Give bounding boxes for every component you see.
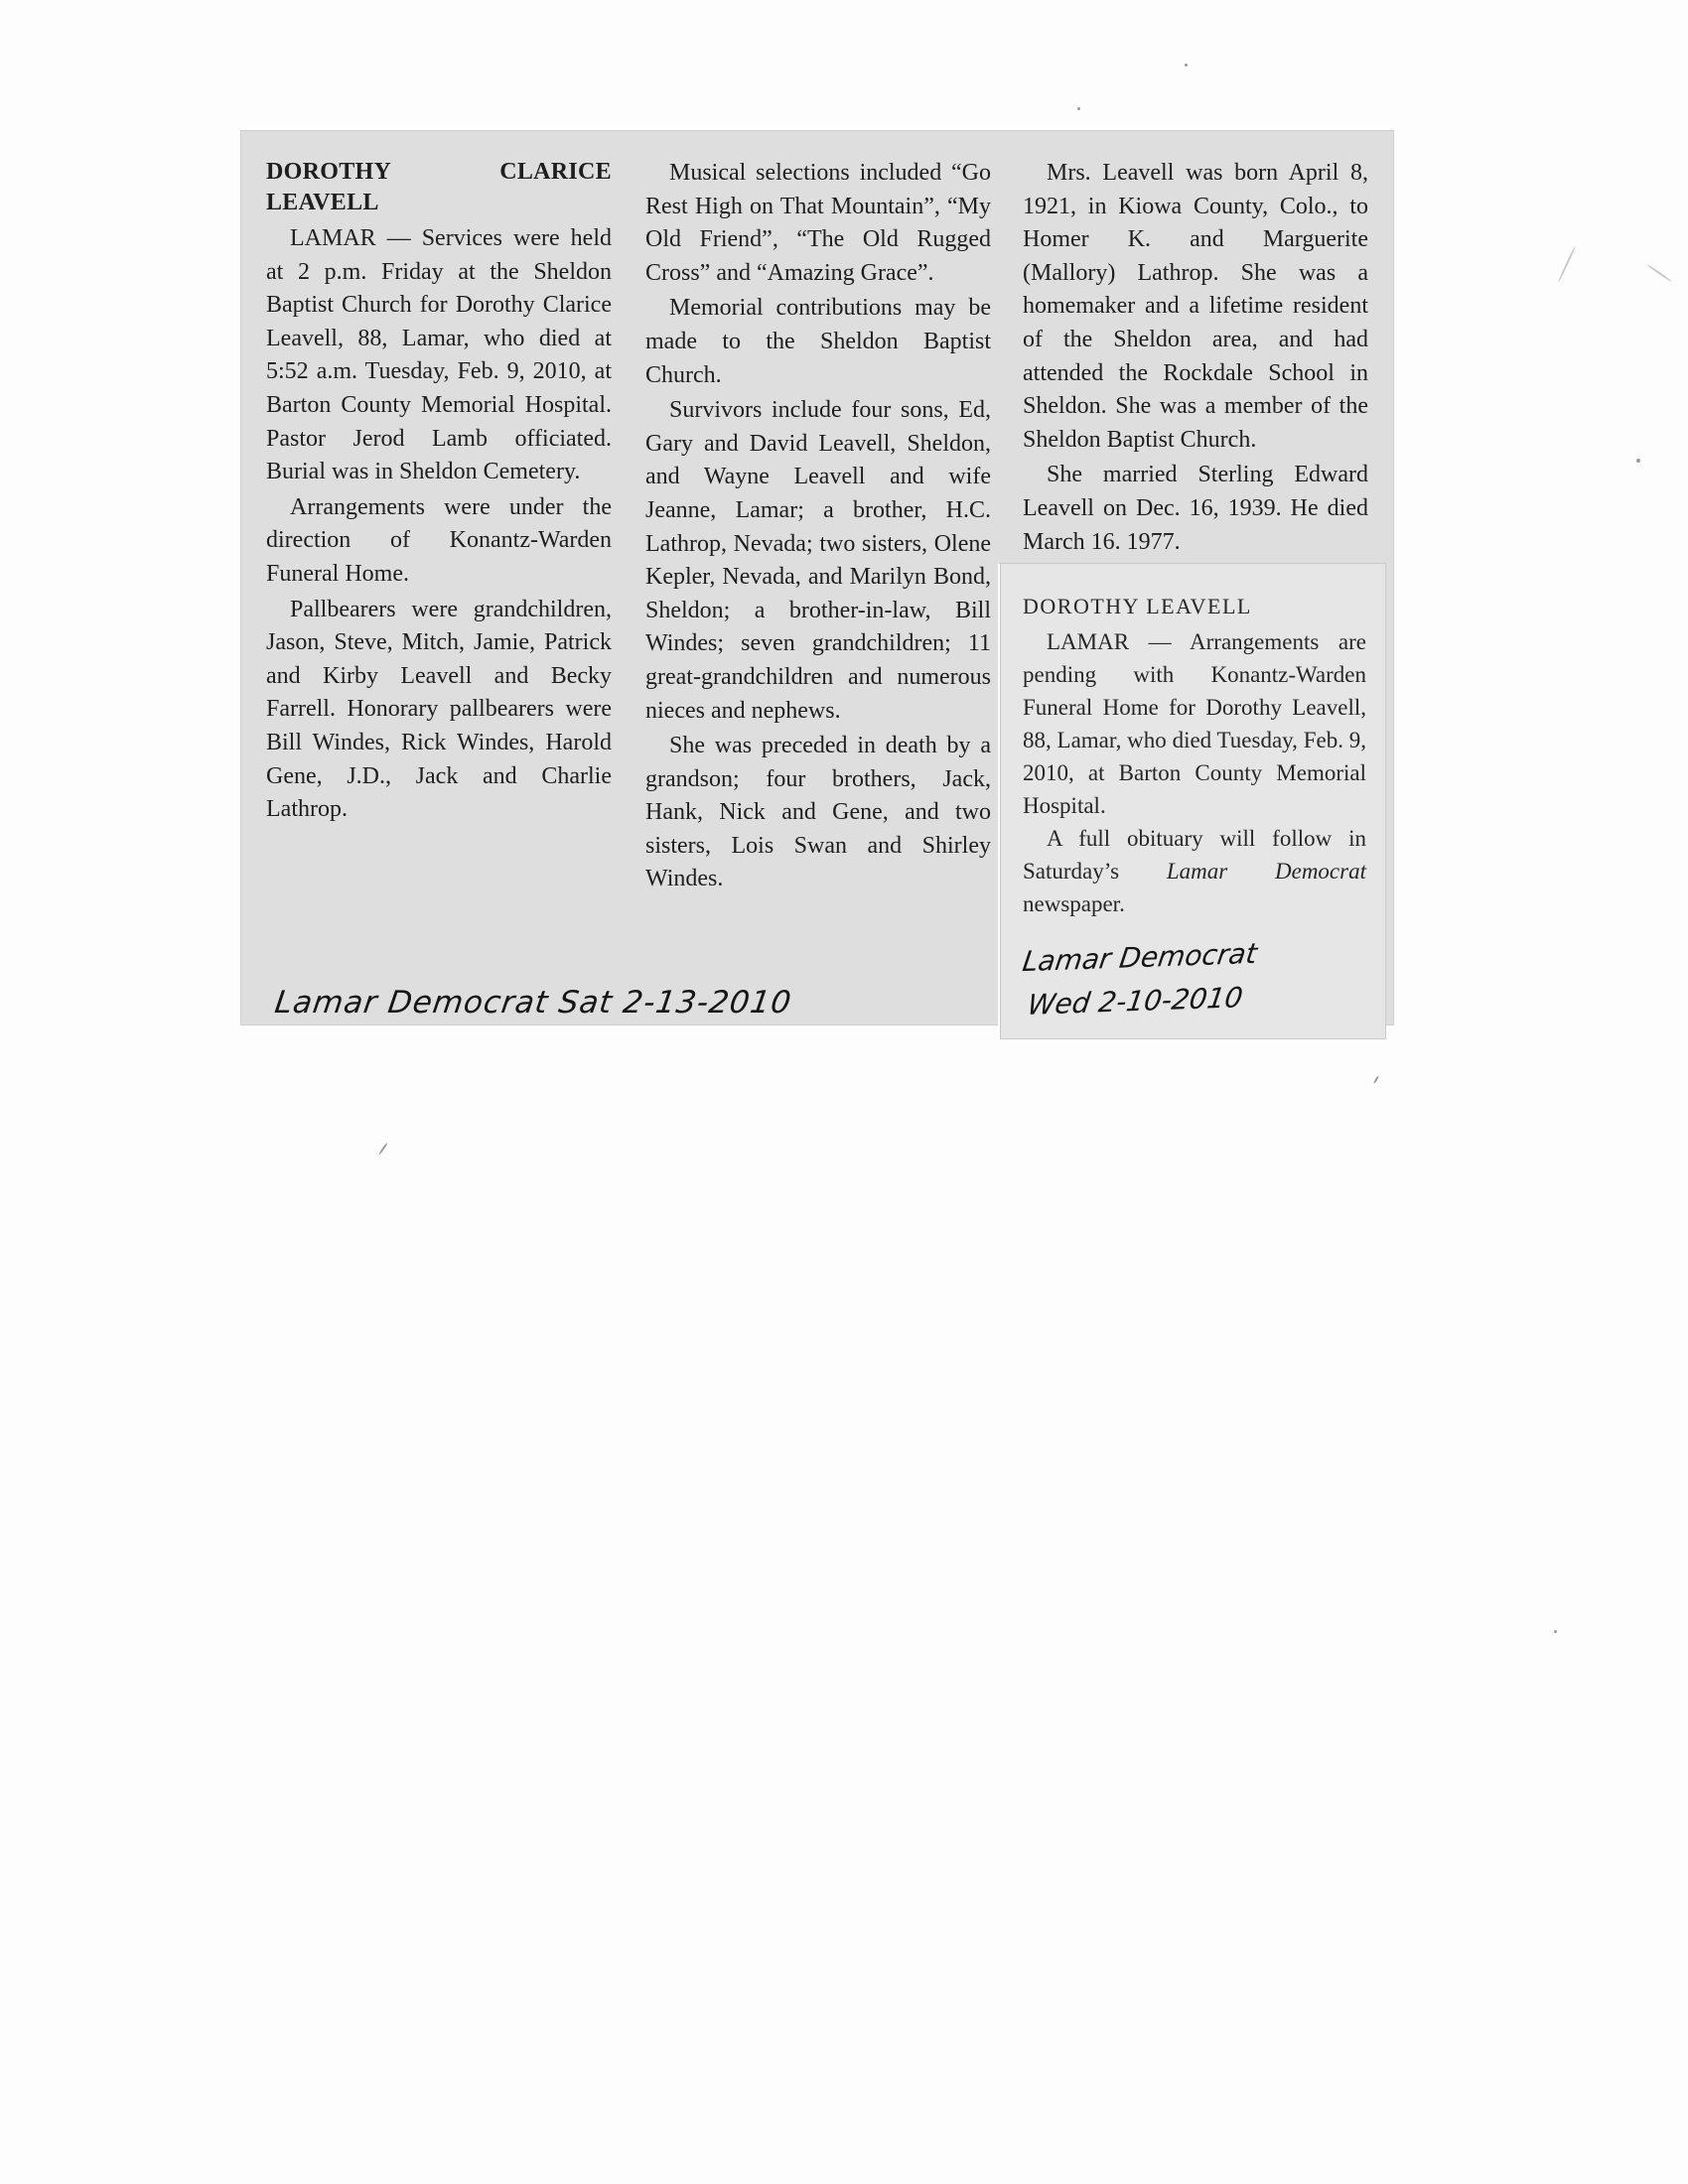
headline-line-1: DOROTHY CLARICE [266,159,612,185]
scan-speck [1373,1075,1379,1084]
handwritten-source-note-short-line-1: Lamar Democrat [1020,936,1260,979]
short-notice-tail-text: newspaper. [1023,891,1125,916]
scan-speck [1636,459,1640,463]
short-notice-paragraph-2 [1023,822,1366,920]
obituary-paragraph-survivors: Survivors include four sons, Ed, Gary and David Leavell, Sheldon, and Wayne Leavell and wife Jeanne, Lamar; a brother, H.C. Lathrop, Nevada; two sisters, Olene Kepler, Nevada, and Marilyn Bond, Sheldon; a brother-in-law, Bill Windes; seven grandchildren; 11 great-grandchildren and numerous nieces and nephews. [645,397,991,724]
handwritten-source-note-short-line-2: Wed 2-10-2010 [1025,981,1245,1022]
scan-speck [1558,245,1577,282]
scan-speck [1646,264,1672,283]
scan-speck [1185,64,1188,67]
scan-speck [1554,1630,1557,1633]
obituary-headline [266,157,612,218]
short-notice-headline: DOROTHY LEAVELL [1023,594,1252,618]
short-notice-paper-name: Lamar Democrat [1166,859,1366,884]
obituary-paragraph-music: Musical selections included “Go Rest High on That Mountain”, “My Old Friend”, “The Old Rugged Cross” and “Amazing Grace”. [645,160,991,286]
handwritten-source-note-main: Lamar Democrat Sat 2-13-2010 [272,985,794,1021]
short-notice-column [1023,590,1366,920]
obituary-paragraph-birth: Mrs. Leavell was born April 8, 1921, in Kiowa County, Colo., to Homer K. and Marguerite (Mallory) Lathrop. She was a homemaker and a lifetime resident of the Sheldon area, and had attended the Rockdale School in Sheldon. She was a member of the Sheldon Baptist Church. [1023,160,1368,453]
obituary-paragraph-preceded: She was preceded in death by a grandson; four brothers, Jack, Hank, Nick and Gene, and two sisters, Lois Swan and Shirley Windes. [645,733,991,892]
obituary-paragraph-services: LAMAR — Services were held at 2 p.m. Friday at the Sheldon Baptist Church for Dorothy Clarice Leavell, 88, Lamar, who died at 5:52 a.m. Tuesday, Feb. 9, 2010, at Barton County Memorial Hospital. Pastor Jerod Lamb officiated. Burial was in Sheldon Cemetery. [266,225,612,485]
obituary-column-3 [1023,157,1368,559]
obituary-paragraph-marriage: She married Sterling Edward Leavell on Dec. 16, 1939. He died March 16. 1977. [1023,462,1368,555]
obituary-column-2 [645,157,991,896]
short-notice-lead-text: A full obituary will follow in Saturday’s [1023,826,1366,884]
obituary-paragraph-memorials: Memorial contributions may be made to the Sheldon Baptist Church. [645,295,991,388]
headline-line-2: LEAVELL [266,190,379,215]
obituary-column-1 [266,157,612,827]
obituary-paragraph-arrangements: Arrangements were under the direction of Konantz-Warden Funeral Home. [266,493,612,587]
obituary-paragraph-pallbearers: Pallbearers were grandchildren, Jason, Steve, Mitch, Jamie, Patrick and Kirby Leavell and Becky Farrell. Honorary pallbearers were Bill Windes, Rick Windes, Harold Gene, J.D., Jack and Charlie Lathrop. [266,596,612,823]
short-notice-paragraph-1: LAMAR — Arrangements are pending with Konantz-Warden Funeral Home for Dorothy Leavell, 88, Lamar, who died Tuesday, Feb. 9, 2010, at Barton County Memorial Hospital. [1023,629,1366,818]
scan-speck [1077,107,1080,110]
scan-speck [378,1143,388,1156]
